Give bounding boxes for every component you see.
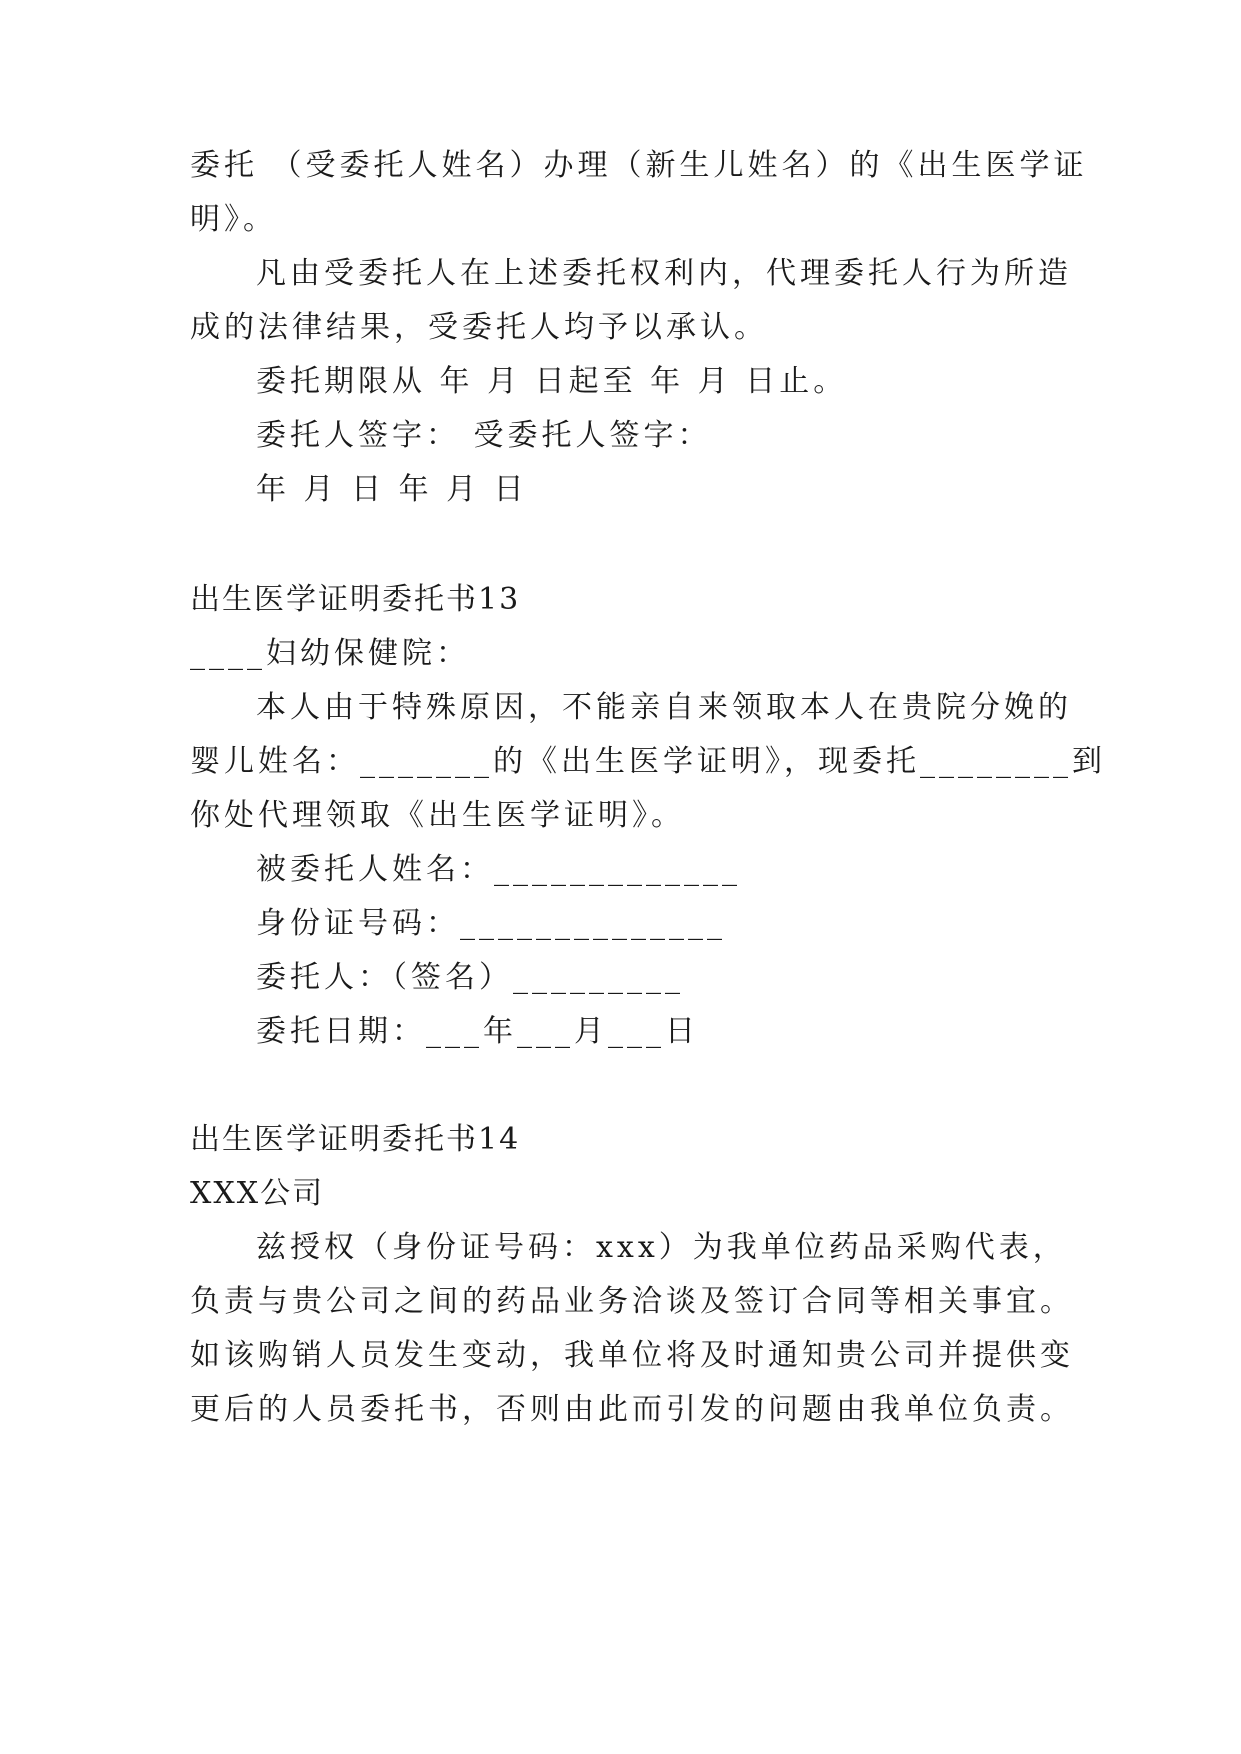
s14-body-line-4: 更后的人员委托书，否则由此而引发的问题由我单位负责。: [190, 1392, 1074, 1427]
s12-para2-line-1: 凡由受委托人在上述委托权利内，代理委托人行为所造: [256, 256, 1072, 291]
s13-title: 出生医学证明委托书13: [190, 582, 521, 617]
s13-body-line-3: 你处代理领取《出生医学证明》。: [190, 798, 685, 833]
s14-body-line-1: 兹授权（身份证号码：xxx）为我单位药品采购代表，: [256, 1230, 1067, 1265]
s13-trustee-name: 被委托人姓名：_____________: [256, 852, 741, 887]
s14-title: 出生医学证明委托书14: [190, 1122, 521, 1157]
s13-body-line-2: 婴儿姓名：_______的《出生医学证明》，现委托________到: [190, 744, 1106, 779]
s12-dates: 年 月 日 年 月 日: [256, 472, 528, 507]
s12-signatures: 委托人签字： 受委托人签字：: [256, 418, 712, 453]
s12-para2-line-2: 成的法律结果，受委托人均予以承认。: [190, 310, 768, 345]
s13-id-number: 身份证号码：______________: [256, 906, 726, 941]
s14-company: XXX公司: [190, 1176, 325, 1211]
s14-body-line-2: 负责与贵公司之间的药品业务洽谈及签订合同等相关事宜。: [190, 1284, 1074, 1319]
s14-body-line-3: 如该购销人员发生变动，我单位将及时通知贵公司并提供变: [190, 1338, 1074, 1373]
s13-body-line-1: 本人由于特殊原因，不能亲自来领取本人在贵院分娩的: [256, 690, 1072, 725]
s13-principal: 委托人：（签名）_________: [256, 960, 684, 995]
s13-date: 委托日期：___年___月___日: [256, 1014, 699, 1049]
s12-line-1: 委托 （受委托人姓名）办理（新生儿姓名）的《出生医学证: [190, 148, 1088, 183]
s13-recipient: ____妇幼保健院：: [190, 636, 470, 671]
s12-period: 委托期限从 年 月 日起至 年 月 日止。: [256, 364, 848, 399]
s12-line-2: 明》。: [190, 202, 277, 237]
